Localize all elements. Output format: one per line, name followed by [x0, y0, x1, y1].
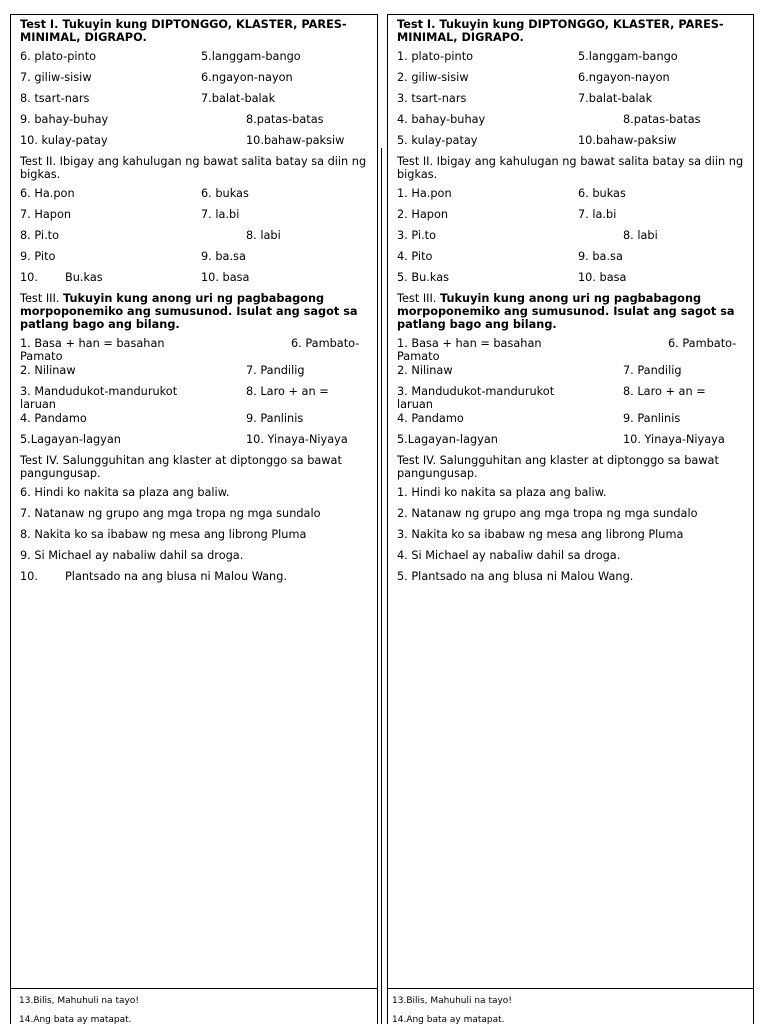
test4-sentence: 7. Natanaw ng grupo ang mga tropa ng mga sundalo: [20, 507, 321, 520]
test4-sentence: 1. Hindi ko nakita sa plaza ang baliw.: [397, 486, 607, 499]
test2-row: [20, 250, 369, 271]
test2-heading: Test II. Ibigay ang kahulugan ng bawat salita batay sa diin ng bigkas.: [20, 155, 367, 181]
test1-item: 3. tsart-nars: [397, 92, 467, 105]
test3-row: [397, 412, 745, 433]
test1-heading: Test I. Tukuyin kung DIPTONGGO, KLASTER, PARES-MINIMAL, DIGRAPO.: [20, 18, 347, 44]
test2-row: [20, 229, 369, 250]
test2-row: [20, 271, 369, 292]
test1-row: [20, 71, 369, 92]
test4-sentence: 4. Si Michael ay nabaliw dahil sa droga.: [397, 549, 621, 562]
right-border-extension: [753, 989, 754, 1024]
test3-item: 4. Pandamo: [20, 412, 87, 425]
test3-item: 10. Yinaya-Niyaya: [246, 433, 348, 446]
test3-item-continuation: Pamato: [20, 350, 63, 363]
test4-item: [397, 486, 745, 507]
test4-sentence: 2. Natanaw ng grupo ang mga tropa ng mga sundalo: [397, 507, 698, 520]
test1-item: 9. bahay-buhay: [20, 113, 109, 126]
test1-row: [20, 113, 369, 134]
test3-row: [397, 364, 745, 385]
test4-sentence: 3. Nakita ko sa ibabaw ng mesa ang librong Pluma: [397, 528, 684, 541]
test2-item: 7. la.bi: [201, 208, 240, 221]
test4-item: [20, 528, 369, 549]
left-border-extension: [10, 989, 11, 1024]
test2-item: 10. basa: [578, 271, 627, 284]
test3-item: 5.Lagayan-lagyan: [397, 433, 498, 446]
test4-sentence: 5. Plantsado na ang blusa ni Malou Wang.: [397, 570, 634, 583]
test2-item: 7. la.bi: [578, 208, 617, 221]
test2-row: [397, 229, 745, 250]
test4-sentence: Plantsado na ang blusa ni Malou Wang.: [65, 570, 287, 583]
test3-item: 5.Lagayan-lagyan: [20, 433, 121, 446]
test3-item: 3. Mandudukot-mandurukot laruan: [20, 385, 178, 411]
test4-heading: Test IV. Salungguhitan ang klaster at diptonggo sa bawat pangungusap.: [397, 454, 719, 480]
test2-item: 3. Pi.to: [397, 229, 437, 242]
test4-heading: Test IV. Salungguhitan ang klaster at diptonggo sa bawat pangungusap.: [20, 454, 342, 480]
right-border-extension: [387, 989, 388, 1024]
test3-item: 10. Yinaya-Niyaya: [623, 433, 725, 446]
test3-row: [397, 385, 745, 412]
test2-item: 9. ba.sa: [578, 250, 623, 263]
test3-item: 1. Basa + han = basahan: [397, 337, 542, 350]
left-footer: [19, 996, 139, 1034]
test1-item: 2. giliw-sisiw: [397, 71, 469, 84]
test2-row: [397, 208, 745, 229]
test3-item: 2. Nilinaw: [20, 364, 76, 377]
test1-item: 8. tsart-nars: [20, 92, 90, 105]
test4-item: [397, 528, 745, 549]
test1-item: 6.ngayon-nayon: [578, 71, 670, 84]
test1-heading: Test I. Tukuyin kung DIPTONGGO, KLASTER, PARES-MINIMAL, DIGRAPO.: [397, 18, 724, 44]
test2-item: 8. labi: [246, 229, 281, 242]
test1-row: [20, 50, 369, 71]
test1-item: 6. plato-pinto: [20, 50, 97, 63]
test4-item: [397, 549, 745, 570]
test1-row: [20, 134, 369, 155]
test3-row: [20, 433, 369, 454]
test3-item: 8. Laro + an =: [246, 385, 329, 398]
test3-row: [397, 337, 745, 364]
test2-item-number: 10.: [20, 271, 38, 284]
test3-heading-label: Test III.: [20, 292, 64, 305]
test2-item: 6. Ha.pon: [20, 187, 75, 200]
test3-row: [20, 385, 369, 412]
test4-sentence: 8. Nakita ko sa ibabaw ng mesa ang librong Pluma: [20, 528, 307, 541]
test2-item: 2. Hapon: [397, 208, 449, 221]
test3-row: [20, 364, 369, 385]
test1-row: [397, 113, 745, 134]
test1-item: 7.balat-balak: [578, 92, 653, 105]
test1-item: 6.ngayon-nayon: [201, 71, 293, 84]
test3-item: 9. Panlinis: [246, 412, 304, 425]
test4-item: [20, 507, 369, 528]
footer-item: 13.Bilis, Mahuhuli na tayo!: [19, 996, 139, 1006]
left-border-extension: [377, 989, 378, 1024]
test1-row: [397, 134, 745, 155]
test4-item: [397, 570, 745, 591]
footer-item: 14.Ang bata ay matapat.: [392, 1015, 505, 1025]
test1-item: 8.patas-batas: [246, 113, 324, 126]
test3-heading: [397, 292, 745, 331]
test2-row: [397, 187, 745, 208]
test2-item: 7. Hapon: [20, 208, 72, 221]
test1-item: 7. giliw-sisiw: [20, 71, 92, 84]
left-worksheet: [10, 14, 378, 989]
test3-item: 7. Pandilig: [246, 364, 305, 377]
test1-item: 10.bahaw-paksiw: [246, 134, 345, 147]
test2-item: 6. bukas: [578, 187, 626, 200]
test1-item: 1. plato-pinto: [397, 50, 474, 63]
test4-sentence-number: 10.: [20, 570, 38, 583]
test3-item: 7. Pandilig: [623, 364, 682, 377]
test3-item: 9. Panlinis: [623, 412, 681, 425]
test1-item: 7.balat-balak: [201, 92, 276, 105]
test3-item: 2. Nilinaw: [397, 364, 453, 377]
test3-heading-instruction: Tukuyin kung anong uri ng pagbabagong morpoponemiko ang sumusunod. Isulat ang sagot sa patlang bago ang bilang.: [20, 292, 358, 331]
test3-item: 4. Pandamo: [397, 412, 464, 425]
test2-row: [397, 271, 745, 292]
test3-item: 6. Pambato-: [291, 337, 360, 350]
test3-item-continuation: Pamato: [397, 350, 440, 363]
test1-row: [397, 71, 745, 92]
test1-item: 4. bahay-buhay: [397, 113, 486, 126]
footer-item: 14.Ang bata ay matapat.: [19, 1015, 132, 1025]
test1-item: 8.patas-batas: [623, 113, 701, 126]
test2-row: [397, 250, 745, 271]
test3-item: 1. Basa + han = basahan: [20, 337, 165, 350]
test4-item: [20, 486, 369, 507]
test3-heading: [20, 292, 369, 331]
test1-item: 10.bahaw-paksiw: [578, 134, 677, 147]
test1-row: [397, 50, 745, 71]
test4-sentence: 6. Hindi ko nakita sa plaza ang baliw.: [20, 486, 230, 499]
test2-item: 8. Pi.to: [20, 229, 60, 242]
test4-item: [20, 570, 369, 591]
test4-item: [397, 507, 745, 528]
right-footer: [392, 996, 512, 1034]
test2-heading: Test II. Ibigay ang kahulugan ng bawat salita batay sa diin ng bigkas.: [397, 155, 744, 181]
test2-row: [20, 187, 369, 208]
test2-item: 9. ba.sa: [201, 250, 246, 263]
test2-item: 6. bukas: [201, 187, 249, 200]
column-divider-line: [381, 148, 382, 1024]
test3-row: [397, 433, 745, 454]
test1-item: 5.langgam-bango: [201, 50, 301, 63]
test2-item: 10. basa: [201, 271, 250, 284]
test4-item: [20, 549, 369, 570]
test2-item: 1. Ha.pon: [397, 187, 452, 200]
test1-item: 5.langgam-bango: [578, 50, 678, 63]
right-worksheet: [387, 14, 754, 989]
footer-item: 13.Bilis, Mahuhuli na tayo!: [392, 996, 512, 1006]
test3-item: 8. Laro + an =: [623, 385, 706, 398]
test1-item: 5. kulay-patay: [397, 134, 478, 147]
test2-item: Bu.kas: [65, 271, 103, 284]
left-worksheet-content: [20, 18, 369, 591]
test2-item: 9. Pito: [20, 250, 56, 263]
test1-row: [20, 92, 369, 113]
test3-row: [20, 412, 369, 433]
test2-item: 5. Bu.kas: [397, 271, 450, 284]
test2-item: 4. Pito: [397, 250, 433, 263]
test3-row: [20, 337, 369, 364]
test3-item: 3. Mandudukot-mandurukot laruan: [397, 385, 555, 411]
test2-row: [20, 208, 369, 229]
test3-item: 6. Pambato-: [668, 337, 737, 350]
test2-item: 8. labi: [623, 229, 658, 242]
right-worksheet-content: [397, 18, 745, 591]
test3-heading-instruction: Tukuyin kung anong uri ng pagbabagong morpoponemiko ang sumusunod. Isulat ang sagot sa patlang bago ang bilang.: [397, 292, 735, 331]
test4-sentence: 9. Si Michael ay nabaliw dahil sa droga.: [20, 549, 244, 562]
test3-heading-label: Test III.: [397, 292, 441, 305]
test1-item: 10. kulay-patay: [20, 134, 108, 147]
test1-row: [397, 92, 745, 113]
